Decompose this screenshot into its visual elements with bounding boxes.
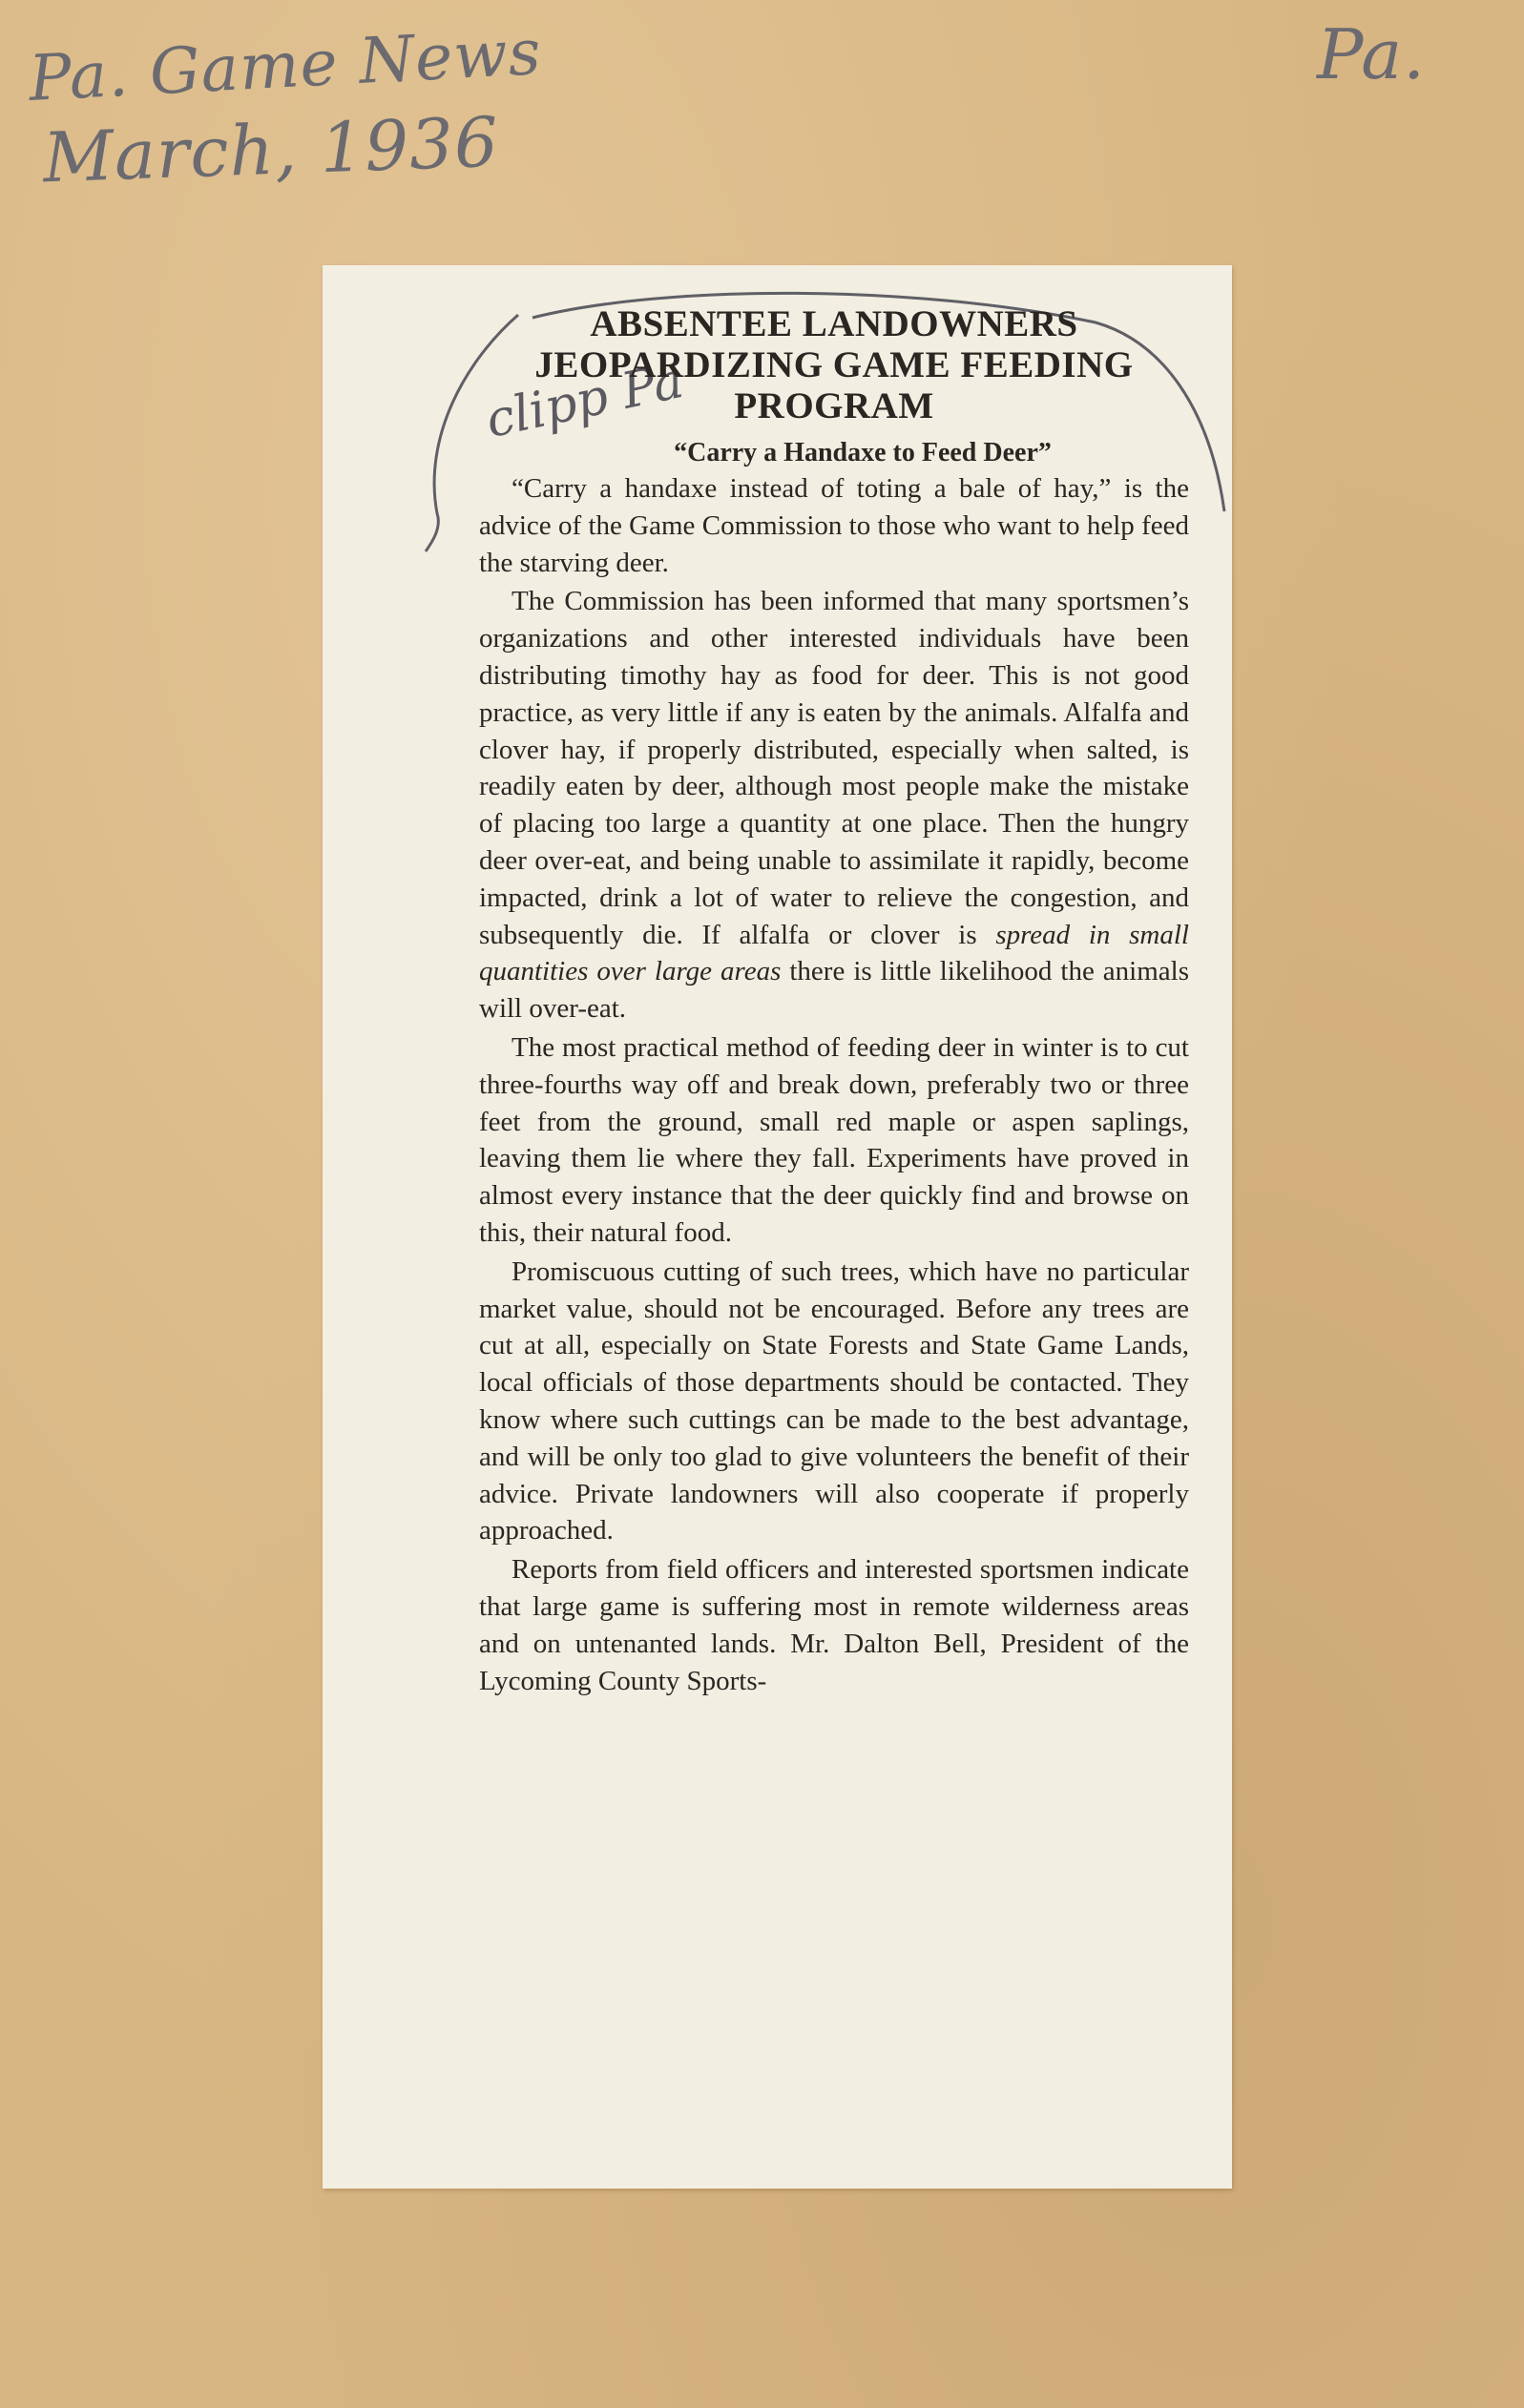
- newspaper-clipping: [323, 265, 1232, 2189]
- paragraph-text: The Commission has been informed that many sportsmen’s organizations and other interested individuals have been distributing timothy hay as food for deer. This is not good practice, as very little if any is eaten by the animals. Alfalfa and clover hay, if properly distributed, especially when salted, is readily eaten by deer, although most people make the mistake of placing too large a quantity at one place. Then the hungry deer over-eat, and being unable to assimilate it rapidly, become impacted, drink a lot of water to relieve the congestion, and subsequently die. If alfalfa or clover is: [479, 586, 1189, 950]
- article-paragraph: [479, 1551, 1189, 1699]
- headline-line: PROGRAM: [734, 385, 934, 426]
- paragraph-text: there is little likelihood the animals will over-eat.: [479, 956, 1190, 1025]
- handwritten-date-note: March, 1936: [41, 101, 501, 198]
- headline-line: JEOPARDIZING GAME FEEDING: [534, 344, 1134, 385]
- article-paragraph: [479, 470, 1189, 581]
- paragraph-text: Reports from field officers and interested sportsmen indicate that large game is suffering most in remote wilderness areas and on untenanted lands. Mr. Dalton Bell, President of the Lycoming County Sports-: [479, 1554, 1189, 1696]
- paragraph-text: Promiscuous cutting of such trees, which have no particular market value, should not be encouraged. Before any trees are cut at all, especially on State Forests and State Game Lands, local officials of those departments should be contacted. They know where such cuttings can be made to the best advantage, and will be only too glad to give volunteers the benefit of their advice. Private landowners will also cooperate if properly approached.: [479, 1256, 1189, 1547]
- article-subhead: “Carry a Handaxe to Feed Deer”: [674, 438, 1052, 467]
- emphasized-text: spread in small quantities over large areas: [479, 919, 1189, 987]
- article-body: [479, 470, 1189, 1699]
- handwritten-state-note: Pa.: [1317, 14, 1427, 94]
- handwritten-clip-mark: clipp Pa: [481, 351, 689, 450]
- headline-line: ABSENTEE LANDOWNERS: [590, 303, 1078, 344]
- handwritten-source-note: Pa. Game News: [27, 14, 544, 116]
- article-paragraph: [479, 1254, 1189, 1549]
- article-paragraph: [479, 1029, 1189, 1252]
- article-paragraph: [479, 583, 1189, 1028]
- article-headline: [479, 303, 1189, 426]
- paragraph-text: The most practical method of feeding deer in winter is to cut three-fourths way off and break down, preferably two or three feet from the ground, small red maple or aspen saplings, leaving them lie where they fall. Experiments have proved in almost every instance that the deer quickly find and browse on this, their natural food.: [479, 1031, 1189, 1248]
- paragraph-text: “Carry a handaxe instead of toting a bale of hay,” is the advice of the Game Commission to those who want to help feed the starving deer.: [479, 473, 1189, 578]
- article: [479, 303, 1189, 1701]
